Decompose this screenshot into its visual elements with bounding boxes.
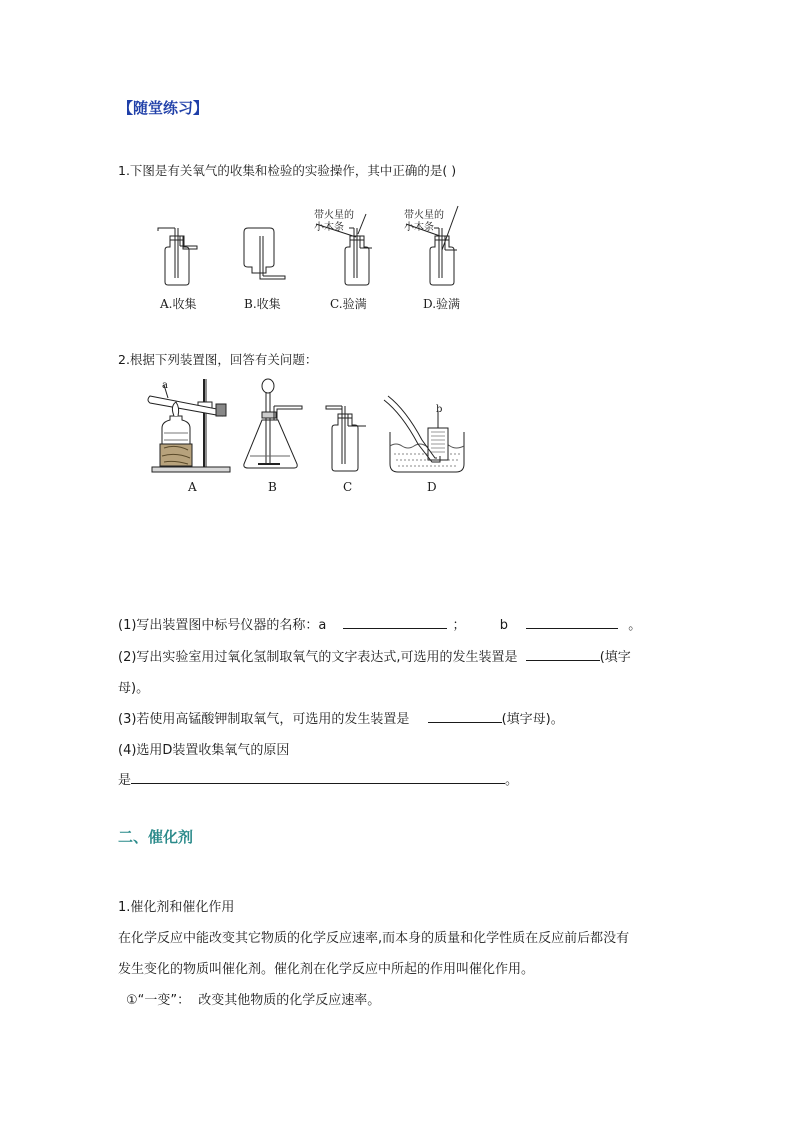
bottle-d bbox=[406, 206, 458, 285]
option-b-label: B.收集 bbox=[244, 297, 281, 311]
marker-a: a bbox=[162, 380, 168, 391]
section-title-practice: 【随堂练习】 bbox=[118, 99, 209, 117]
q1-apparatus-figure bbox=[140, 200, 480, 295]
option-d-label: D.验满 bbox=[423, 297, 461, 311]
bottle-c bbox=[316, 214, 372, 285]
catalyst-item-1-title: 1.催化剂和催化作用 bbox=[118, 900, 235, 915]
catalyst-point-1: ①“一变”： 改变其他物质的化学反应速率。 bbox=[126, 993, 381, 1008]
bottle-a bbox=[158, 228, 197, 285]
answer-blank-3[interactable] bbox=[428, 708, 502, 723]
sub-question-1: (1)写出装置图中标号仪器的名称：a ； b 。 bbox=[118, 614, 641, 633]
sub-question-4: (4)选用D装置收集氧气的原因 bbox=[118, 743, 290, 758]
apparatus-b bbox=[244, 379, 302, 468]
catalyst-definition-line-2: 发生变化的物质叫催化剂。催化剂在化学反应中所起的作用叫催化作用。 bbox=[118, 962, 535, 977]
bottle-b bbox=[244, 228, 285, 279]
option-a-label: A.收集 bbox=[160, 297, 197, 311]
sub-question-4-answer: 是 。 bbox=[118, 769, 518, 788]
splint-label-d: 带火星的 小木条 bbox=[404, 210, 444, 233]
splint-label-c: 带火星的 小木条 bbox=[314, 210, 354, 233]
catalyst-definition-line-1: 在化学反应中能改变其它物质的化学反应速率,而本身的质量和化学性质在反应前后都没有 bbox=[118, 931, 630, 946]
apparatus-d bbox=[384, 396, 464, 472]
answer-blank-b[interactable] bbox=[526, 614, 618, 629]
apparatus-a bbox=[148, 379, 230, 472]
option-c-label: C.验满 bbox=[330, 297, 367, 311]
apparatus-d-label: D bbox=[427, 480, 437, 494]
answer-blank-4[interactable] bbox=[131, 769, 505, 784]
q2-apparatus-figure bbox=[140, 376, 480, 476]
marker-b: b bbox=[436, 404, 443, 415]
section-title-catalyst: 二、催化剂 bbox=[118, 828, 194, 846]
sub-question-2: (2)写出实验室用过氧化氢制取氧气的文字表达式,可选用的发生装置是 (填字 bbox=[118, 646, 631, 665]
answer-blank-a[interactable] bbox=[343, 614, 447, 629]
question-1-text: 1.下图是有关氧气的收集和检验的实验操作，其中正确的是( ) bbox=[118, 163, 457, 178]
sub-question-3: (3)若使用高锰酸钾制取氧气，可选用的发生装置是 (填字母)。 bbox=[118, 708, 564, 727]
sub-question-2-cont: 母)。 bbox=[118, 681, 150, 696]
apparatus-c bbox=[326, 406, 366, 471]
question-2-text: 2.根据下列装置图，回答有关问题： bbox=[118, 352, 318, 367]
apparatus-b-label: B bbox=[268, 480, 277, 494]
apparatus-c-label: C bbox=[343, 480, 353, 494]
apparatus-a-label: A bbox=[188, 480, 197, 494]
answer-blank-2[interactable] bbox=[526, 646, 600, 661]
